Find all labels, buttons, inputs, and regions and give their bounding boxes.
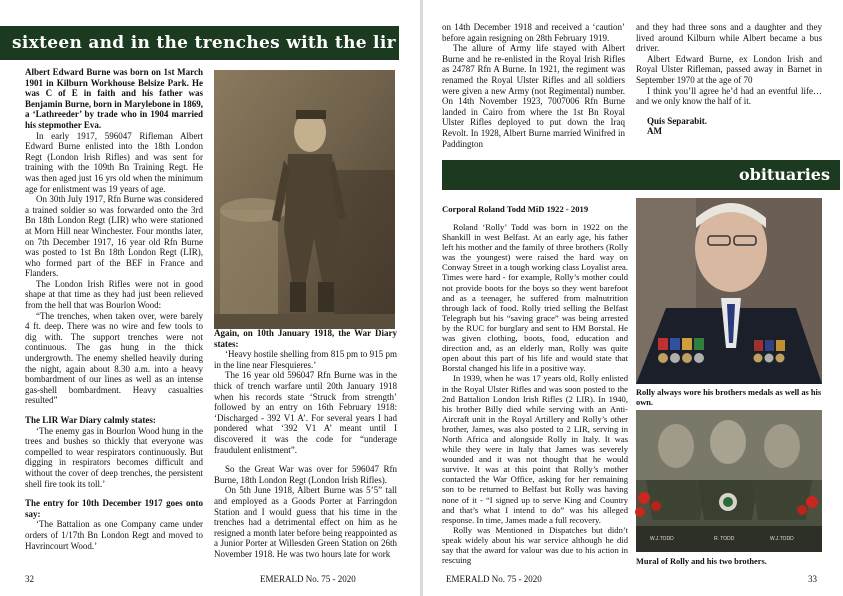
obituary-heading: Corporal Roland Todd MiD 1922 - 2019 (442, 204, 589, 214)
magazine-folio-left: EMERALD No. 75 - 2020 (260, 574, 356, 584)
page-number-left: 32 (25, 574, 34, 584)
paragraph: In early 1917, 596047 Rifleman Albert Edward Burne enlisted into the 18th London Regt (London Irish Rifles) and was sent for training with the 109th Bn Training Regt. He was then aged just 16 yrs old when the minimum age for enlistment was 19 years of age. (25, 130, 203, 194)
paragraph: The LIR War Diary calmly states: (25, 415, 156, 425)
paragraph: I think you’ll agree he’d had an eventful life… and we only know the half of it. (636, 85, 822, 107)
paragraph-spacer (636, 107, 822, 116)
left-column-2 (214, 328, 397, 574)
obituaries-banner: obituaries (442, 160, 840, 190)
magazine-folio-right: EMERALD No. 75 - 2020 (446, 574, 542, 584)
mural-image (636, 410, 822, 552)
rolly-portrait-image (636, 198, 822, 384)
paragraph: On 5th June 1918, Albert Burne was 5’5” tall and employed as a Goods Porter at Farringdon Station and I would guess that his time in the trenches had a detrimental effect on him as he resigned a month later before being reappointed as a Junior Porter at Willesden Green Station on 26th November 1918. He was two hours late for work (214, 485, 397, 559)
left-column-1 (25, 67, 203, 551)
rolly-medals-photo (636, 198, 822, 384)
paragraph-spacer (25, 406, 203, 415)
paragraph: ‘The enemy gas in Bourlon Wood hung in the trees and bushes so thickly that everyone was compelled to wear respirators continuously. But digging in respirators becomes difficult and without the cover of deep trenches, the persistent shell fire took its toll.’ (25, 425, 203, 489)
paragraph: The entry for 10th December 1917 goes onto say: (25, 498, 203, 519)
mural-photo-caption: Mural of Rolly and his two brothers. (636, 557, 767, 566)
paragraph: The 16 year old 596047 Rfn Burne was in the thick of trench warfare until 20th January 1918 when his records state ‘Struck from strength’ followed by an entry on 16th February 1918: ‘Discharged - 392 V1 A’. For several years I had pondered what ‘392 V1 A’ meant until I discovered it was the code for “underage fraudulent enlistment”. (214, 370, 397, 455)
article-title-banner: sixteen and in the trenches with the lir (0, 26, 399, 60)
paragraph: Roland ‘Rolly’ Todd was born in 1922 on the Shankill in west Belfast. At an early age, his father left his mother and the family of three brothers (Rolly was the youngest) were raised the hard way on Conway Street in a tough working class Loyalist area. Times were hard - for example, Rolly’s mother could not provide boots for the boys so they went barefoot and as a teenager, he suffered from malnutrition through lack of food. Rolly tried selling the Belfast Telegraph but his “saving grace” was being arrested by the RUC for burglary and sent to HM Borstal. He was given clothing, boots, food, education and direction and, as an elderly man, Rolly was quite open about this part of his life and would state that Borstal changed his life in a positive way. (442, 222, 628, 374)
paragraph: ‘Heavy hostile shelling from 815 pm to 915 pm in the line near Flesquieres.’ (214, 349, 397, 370)
paragraph: The allure of Army life stayed with Albert Burne and he re-enlisted in the Royal Irish Rifles as 24787 Rfn A Burne. In 1921, the regiment was renamed the Royal Ulster Rifles and all soldiers were given a new Army (not Regimental) number. On 14th November 1923, 7007006 Rfn Burne landed in Cairo from where the 1st Bn Royal Ulster Rifles deployed to put down the Iraq Revolt. In 1928, Albert Burne married Winifred in Paddington (442, 43, 625, 149)
paragraph: on 14th December 1918 and received a ‘caution’ before again resigning on 28th February 1919. (442, 22, 625, 43)
page-number-right: 33 (808, 574, 817, 584)
paragraph-spacer (25, 489, 203, 498)
paragraph: The London Irish Rifles were not in good shape at that time as they had just been relieved from the hell that was Bourlon Wood: (25, 278, 203, 311)
paragraph: On 30th July 1917, Rfn Burne was considered a trained soldier so was forwarded onto the 3rd Bn 18th London Regt (LIR) who were stationed at Morn Hill near Winchester. Four months later, on 7th December 1917, 16 year old Rfn Burne was posted to 1st Bn 18th London Regt (LIR), who formed part of the BEF in France and Flanders. (25, 194, 203, 279)
obituary-body (442, 222, 628, 574)
paragraph: Albert Edward Burne was born on 1st March 1901 in Kilburn Workhouse Belsize Park. He was C of E in faith and his father was Benjamin Burne, born in Marylebone in 1869, a ‘Lathreeder’ by trade who in 1904 married his stepmother Eva. (25, 67, 203, 130)
paragraph-spacer (214, 455, 397, 464)
right-column-1-top (442, 22, 625, 147)
mural-plaque-2: R. TODD (714, 536, 735, 542)
paragraph: ‘The Battalion as one Company came under orders of 1/17th Bn London Regt and moved to Havrincourt Wood.’ (25, 519, 203, 551)
paragraph: AM (647, 126, 662, 137)
paragraph: Quis Separabit. (647, 115, 708, 126)
mural-plaque-1: W.J.TODD (650, 536, 674, 542)
paragraph: and they had three sons and a daughter and they lived around Kilburn while Albert became a bus driver. (636, 22, 822, 54)
mural-photo (636, 410, 822, 552)
paragraph: Albert Edward Burne, ex London Irish and Royal Ulster Rifleman, passed away in Barnet in September 1970 at the age of 70 (636, 53, 822, 85)
left-page (0, 0, 420, 596)
paragraph: In 1939, when he was 17 years old, Rolly enlisted in the Royal Ulster Rifles and was soon posted to the 2nd Battalion London Irish Rifles (2 LIR). In 1940, his brother Billy died while serving with an Anti-Aircraft unit in the Royal Artillery and Rolly’s other brother, James, was also posted to 2 LIR, serving in North Africa and alongside Rolly in Italy. It was while they were in Italy that James was severely wounded and it was not thought that he would survive. It was at this point that Rolly’s mother contacted the War Office, asking for her remaining son to be returned to Belfast but Rolly was having none of it - “I signed up to serve King and Country and that’s what I intend to do” was his alleged response. In time, James made a full recovery. (442, 373, 628, 525)
soldier-portrait-image (214, 70, 395, 329)
rolly-photo-caption: Rolly always wore his brothers medals as well as his own. (636, 388, 822, 407)
mural-plaque-3: W.J.TODD (770, 536, 794, 542)
paragraph: So the Great War was over for 596047 Rfn Burne, 18th London Regt (London Irish Rifles). (214, 464, 397, 485)
right-column-2-top (636, 22, 822, 147)
paragraph: Rolly was Mentioned in Dispatches but didn’t speak widely about his war service although he did say that the award for valour was due to his action in rescuing (442, 524, 628, 566)
paragraph: “The trenches, when taken over, were barely 4 ft. deep. There was no wire and few tools to dig with. The support trenches were not continuous. The gas hung in the thick undergrowth. The enemy shelled heavily during the night, again about 8.30 a.m. into a heavy bombardment of our lines as well as an intense gas-shell bombardment. Heavy casualties resulted” (25, 310, 203, 406)
paragraph: Again, on 10th January 1918, the War Diary states: (214, 328, 397, 349)
soldier-portrait-photo (214, 70, 395, 329)
